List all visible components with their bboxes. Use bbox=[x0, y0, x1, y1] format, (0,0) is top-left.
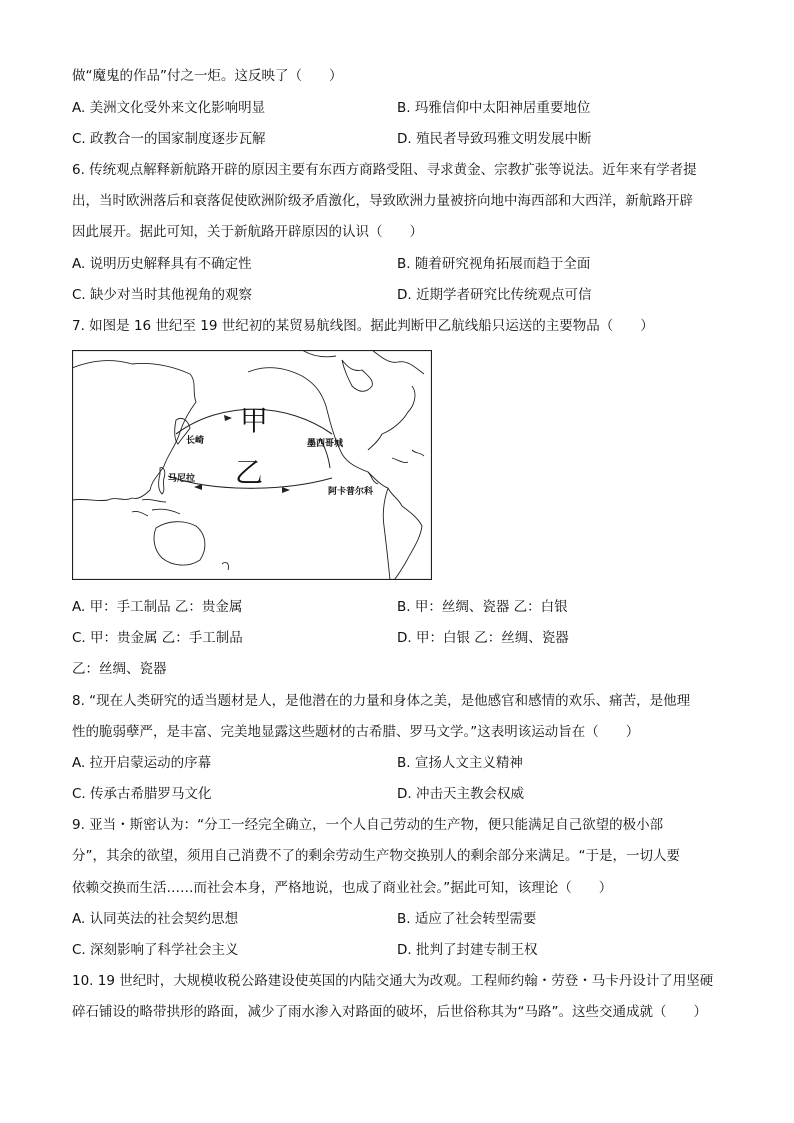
q6-option-a: A. 说明历史解释具有不确定性 bbox=[72, 256, 252, 272]
trade-route-map bbox=[72, 350, 432, 580]
q8-option-b: B. 宣扬人文主义精神 bbox=[397, 755, 523, 771]
q6-stem-line-1: 6. 传统观点解释新航路开辟的原因主要有东西方商路受阻、寻求黄金、宗教扩张等说法。近年来有学者提 bbox=[72, 162, 697, 178]
q8-option-a: A. 拉开启蒙运动的序幕 bbox=[72, 755, 212, 771]
q7-option-b: B. 甲：丝绸、瓷器 乙：白银 bbox=[397, 599, 568, 615]
q6-option-b: B. 随着研究视角拓展而趋于全面 bbox=[397, 256, 591, 272]
place-acapulco: 阿卡普尔科 bbox=[328, 487, 374, 497]
q10-stem-line-2: 碎石铺设的略带拱形的路面，减少了雨水渗入对路面的破坏，后世俗称其为“马路”。这些交通成就（ ） bbox=[72, 1004, 707, 1020]
q8-option-d: D. 冲击天主教会权威 bbox=[397, 786, 524, 802]
q7-option-c: C. 甲：贵金属 乙：手工制品 bbox=[72, 630, 243, 646]
route-jia-label: 甲 bbox=[240, 404, 269, 437]
q9-option-d: D. 批判了封建专制王权 bbox=[397, 942, 538, 958]
place-manila: 马尼拉 bbox=[168, 474, 196, 484]
q5-option-a: A. 美洲文化受外来文化影响明显 bbox=[72, 100, 266, 116]
q5-option-c: C. 政教合一的国家制度逐步瓦解 bbox=[72, 131, 266, 147]
q7-extra-line: 乙：丝绸、瓷器 bbox=[72, 661, 167, 677]
route-yi-label: 乙 bbox=[235, 456, 264, 489]
place-mexico-city: 墨西哥城 bbox=[307, 439, 344, 449]
q8-stem-line-1: 8. “现在人类研究的适当题材是人，是他潜在的力量和身体之美，是他感官和感情的欢乐、痛苦，是他理 bbox=[72, 693, 691, 709]
q6-stem-line-3: 因此展开。据此可知，关于新航路开辟原因的认识（ ） bbox=[72, 224, 423, 240]
q8-option-c: C. 传承古希腊罗马文化 bbox=[72, 786, 212, 802]
q7-option-d: D. 甲：白银 乙：丝绸、瓷器 bbox=[397, 630, 569, 646]
q9-option-b: B. 适应了社会转型需要 bbox=[397, 911, 537, 927]
q6-option-c: C. 缺少对当时其他视角的观察 bbox=[72, 287, 253, 303]
q9-option-c: C. 深刻影响了科学社会主义 bbox=[72, 942, 239, 958]
q7-stem: 7. 如图是 16 世纪至 19 世纪初的某贸易航线图。据此判断甲乙航线船只运送的主要物品（ ） bbox=[72, 318, 654, 334]
q6-stem-line-2: 出，当时欧洲落后和衰落促使欧洲阶级矛盾激化，导致欧洲力量被挤向地中海西部和大西洋，新航路开辟 bbox=[72, 193, 693, 209]
q9-stem-line-3: 依赖交换而生活……而社会本身，严格地说，也成了商业社会。”据此可知，该理论（ ） bbox=[72, 880, 613, 896]
q5-stem: 做“魔鬼的作品”付之一炬。这反映了（ ） bbox=[72, 68, 343, 84]
q9-stem-line-2: 分”，其余的欲望，须用自己消费不了的剩余劳动生产物交换别人的剩余部分来满足。“于是，一切人要 bbox=[72, 848, 680, 864]
q9-stem-line-1: 9. 亚当・斯密认为：“分工一经完全确立，一个人自己劳动的生产物，便只能满足自己欲望的极小部 bbox=[72, 817, 664, 833]
q7-option-a: A. 甲：手工制品 乙：贵金属 bbox=[72, 599, 243, 615]
q9-option-a: A. 认同英法的社会契约思想 bbox=[72, 911, 239, 927]
q5-option-d: D. 殖民者导致玛雅文明发展中断 bbox=[397, 131, 592, 147]
q8-stem-line-2: 性的脆弱孽严，是丰富、完美地显露这些题材的古希腊、罗马文学。”这表明该运动旨在（ ） bbox=[72, 724, 640, 740]
q5-option-b: B. 玛雅信仰中太阳神居重要地位 bbox=[397, 100, 591, 116]
q10-stem-line-1: 10. 19 世纪时，大规模收税公路建设使英国的内陆交通大为改观。工程师约翰・劳登・马卡丹设计了用坚硬 bbox=[72, 973, 714, 989]
place-nagasaki: 长崎 bbox=[186, 436, 205, 446]
q6-option-d: D. 近期学者研究比传统观点可信 bbox=[397, 287, 592, 303]
